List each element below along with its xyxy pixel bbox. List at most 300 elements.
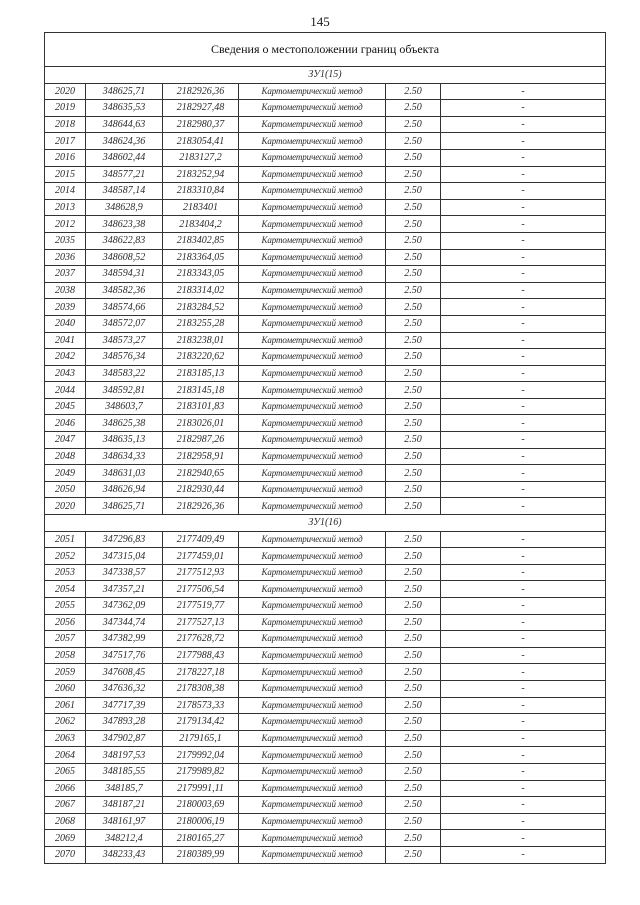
accuracy-cell: 2.50 (386, 697, 441, 714)
method-cell: Картометрический метод (239, 349, 386, 366)
description-cell: - (441, 216, 606, 233)
point-number-cell: 2040 (45, 315, 86, 332)
y-coordinate-cell: 2180389,99 (163, 846, 239, 863)
description-cell: - (441, 415, 606, 432)
y-coordinate-cell: 2182927,48 (163, 100, 239, 117)
x-coordinate-cell: 347517,76 (86, 647, 163, 664)
description-cell: - (441, 830, 606, 847)
point-number-cell: 2064 (45, 747, 86, 764)
table-row (45, 564, 606, 581)
method-cell: Картометрический метод (239, 846, 386, 863)
method-cell: Картометрический метод (239, 813, 386, 830)
method-cell: Картометрический метод (239, 133, 386, 150)
x-coordinate-cell: 347608,45 (86, 664, 163, 681)
accuracy-cell: 2.50 (386, 232, 441, 249)
accuracy-cell: 2.50 (386, 116, 441, 133)
point-number-cell: 2062 (45, 714, 86, 731)
x-coordinate-cell: 348608,52 (86, 249, 163, 266)
boundary-table (44, 32, 606, 864)
point-number-cell: 2061 (45, 697, 86, 714)
accuracy-cell: 2.50 (386, 216, 441, 233)
description-cell: - (441, 614, 606, 631)
description-cell: - (441, 448, 606, 465)
method-cell: Картометрический метод (239, 747, 386, 764)
point-number-cell: 2070 (45, 846, 86, 863)
accuracy-cell: 2.50 (386, 382, 441, 399)
method-cell: Картометрический метод (239, 149, 386, 166)
accuracy-cell: 2.50 (386, 531, 441, 548)
table-row (45, 747, 606, 764)
table-row (45, 166, 606, 183)
table-row (45, 199, 606, 216)
accuracy-cell: 2.50 (386, 415, 441, 432)
page-number: 145 (310, 14, 330, 29)
method-cell: Картометрический метод (239, 548, 386, 565)
x-coordinate-cell: 347902,87 (86, 730, 163, 747)
x-coordinate-cell: 348634,33 (86, 448, 163, 465)
accuracy-cell: 2.50 (386, 647, 441, 664)
accuracy-cell: 2.50 (386, 183, 441, 200)
y-coordinate-cell: 2183314,02 (163, 282, 239, 299)
description-cell: - (441, 747, 606, 764)
point-number-cell: 2013 (45, 199, 86, 216)
method-cell: Картометрический метод (239, 415, 386, 432)
point-number-cell: 2046 (45, 415, 86, 432)
section-name: ЗУ1(15) (45, 67, 606, 84)
accuracy-cell: 2.50 (386, 398, 441, 415)
x-coordinate-cell: 347344,74 (86, 614, 163, 631)
description-cell: - (441, 116, 606, 133)
description-cell: - (441, 730, 606, 747)
y-coordinate-cell: 2183127,2 (163, 149, 239, 166)
description-cell: - (441, 199, 606, 216)
accuracy-cell: 2.50 (386, 564, 441, 581)
accuracy-cell: 2.50 (386, 614, 441, 631)
table-title: Сведения о местоположении границ объекта (45, 33, 606, 67)
point-number-cell: 2043 (45, 365, 86, 382)
section-header-row (45, 515, 606, 532)
x-coordinate-cell: 348624,36 (86, 133, 163, 150)
description-cell: - (441, 100, 606, 117)
method-cell: Картометрический метод (239, 398, 386, 415)
method-cell: Картометрический метод (239, 199, 386, 216)
x-coordinate-cell: 348187,21 (86, 797, 163, 814)
y-coordinate-cell: 2177628,72 (163, 631, 239, 648)
method-cell: Картометрический метод (239, 432, 386, 449)
table-row (45, 315, 606, 332)
accuracy-cell: 2.50 (386, 763, 441, 780)
accuracy-cell: 2.50 (386, 714, 441, 731)
y-coordinate-cell: 2178308,38 (163, 680, 239, 697)
x-coordinate-cell: 348197,53 (86, 747, 163, 764)
accuracy-cell: 2.50 (386, 465, 441, 482)
point-number-cell: 2060 (45, 680, 86, 697)
y-coordinate-cell: 2183310,84 (163, 183, 239, 200)
point-number-cell: 2020 (45, 83, 86, 100)
point-number-cell: 2047 (45, 432, 86, 449)
accuracy-cell: 2.50 (386, 133, 441, 150)
x-coordinate-cell: 348576,34 (86, 349, 163, 366)
description-cell: - (441, 714, 606, 731)
y-coordinate-cell: 2179989,82 (163, 763, 239, 780)
point-number-cell: 2041 (45, 332, 86, 349)
table-row (45, 714, 606, 731)
description-cell: - (441, 149, 606, 166)
y-coordinate-cell: 2183401 (163, 199, 239, 216)
description-cell: - (441, 232, 606, 249)
table-row (45, 498, 606, 515)
point-number-cell: 2057 (45, 631, 86, 648)
description-cell: - (441, 564, 606, 581)
x-coordinate-cell: 348622,83 (86, 232, 163, 249)
x-coordinate-cell: 348625,38 (86, 415, 163, 432)
y-coordinate-cell: 2179992,04 (163, 747, 239, 764)
table-row (45, 299, 606, 316)
x-coordinate-cell: 347338,57 (86, 564, 163, 581)
x-coordinate-cell: 348623,38 (86, 216, 163, 233)
accuracy-cell: 2.50 (386, 830, 441, 847)
table-row (45, 382, 606, 399)
accuracy-cell: 2.50 (386, 797, 441, 814)
table-row (45, 548, 606, 565)
x-coordinate-cell: 348233,43 (86, 846, 163, 863)
description-cell: - (441, 133, 606, 150)
point-number-cell: 2063 (45, 730, 86, 747)
accuracy-cell: 2.50 (386, 747, 441, 764)
table-row (45, 614, 606, 631)
x-coordinate-cell: 348594,31 (86, 266, 163, 283)
accuracy-cell: 2.50 (386, 548, 441, 565)
x-coordinate-cell: 348577,21 (86, 166, 163, 183)
method-cell: Картометрический метод (239, 598, 386, 615)
x-coordinate-cell: 348573,27 (86, 332, 163, 349)
description-cell: - (441, 299, 606, 316)
description-cell: - (441, 465, 606, 482)
point-number-cell: 2017 (45, 133, 86, 150)
y-coordinate-cell: 2179165,1 (163, 730, 239, 747)
description-cell: - (441, 697, 606, 714)
method-cell: Картометрический метод (239, 680, 386, 697)
method-cell: Картометрический метод (239, 266, 386, 283)
x-coordinate-cell: 348582,36 (86, 282, 163, 299)
x-coordinate-cell: 348583,22 (86, 365, 163, 382)
accuracy-cell: 2.50 (386, 730, 441, 747)
description-cell: - (441, 183, 606, 200)
point-number-cell: 2039 (45, 299, 86, 316)
x-coordinate-cell: 347315,04 (86, 548, 163, 565)
description-cell: - (441, 598, 606, 615)
y-coordinate-cell: 2178573,33 (163, 697, 239, 714)
table-row (45, 398, 606, 415)
table-row (45, 581, 606, 598)
point-number-cell: 2059 (45, 664, 86, 681)
description-cell: - (441, 680, 606, 697)
point-number-cell: 2053 (45, 564, 86, 581)
description-cell: - (441, 398, 606, 415)
method-cell: Картометрический метод (239, 564, 386, 581)
method-cell: Картометрический метод (239, 100, 386, 117)
table-row (45, 116, 606, 133)
y-coordinate-cell: 2182926,36 (163, 498, 239, 515)
table-row (45, 282, 606, 299)
accuracy-cell: 2.50 (386, 631, 441, 648)
y-coordinate-cell: 2183252,94 (163, 166, 239, 183)
title-row (45, 33, 606, 67)
y-coordinate-cell: 2177506,54 (163, 581, 239, 598)
accuracy-cell: 2.50 (386, 149, 441, 166)
x-coordinate-cell: 348161,97 (86, 813, 163, 830)
table-row (45, 349, 606, 366)
point-number-cell: 2058 (45, 647, 86, 664)
table-row (45, 249, 606, 266)
y-coordinate-cell: 2183364,05 (163, 249, 239, 266)
description-cell: - (441, 797, 606, 814)
x-coordinate-cell: 348602,44 (86, 149, 163, 166)
description-cell: - (441, 531, 606, 548)
accuracy-cell: 2.50 (386, 432, 441, 449)
y-coordinate-cell: 2177512,93 (163, 564, 239, 581)
y-coordinate-cell: 2177409,49 (163, 531, 239, 548)
point-number-cell: 2019 (45, 100, 86, 117)
y-coordinate-cell: 2183255,28 (163, 315, 239, 332)
x-coordinate-cell: 347717,39 (86, 697, 163, 714)
description-cell: - (441, 481, 606, 498)
description-cell: - (441, 581, 606, 598)
method-cell: Картометрический метод (239, 647, 386, 664)
x-coordinate-cell: 347357,21 (86, 581, 163, 598)
table-row (45, 149, 606, 166)
table-row (45, 531, 606, 548)
table-row (45, 598, 606, 615)
table-row (45, 415, 606, 432)
description-cell: - (441, 813, 606, 830)
method-cell: Картометрический метод (239, 232, 386, 249)
point-number-cell: 2018 (45, 116, 86, 133)
accuracy-cell: 2.50 (386, 780, 441, 797)
table-row (45, 481, 606, 498)
table-row (45, 133, 606, 150)
accuracy-cell: 2.50 (386, 83, 441, 100)
accuracy-cell: 2.50 (386, 266, 441, 283)
x-coordinate-cell: 347362,09 (86, 598, 163, 615)
accuracy-cell: 2.50 (386, 349, 441, 366)
point-number-cell: 2051 (45, 531, 86, 548)
description-cell: - (441, 631, 606, 648)
point-number-cell: 2069 (45, 830, 86, 847)
y-coordinate-cell: 2180165,27 (163, 830, 239, 847)
method-cell: Картометрический метод (239, 365, 386, 382)
x-coordinate-cell: 348185,7 (86, 780, 163, 797)
description-cell: - (441, 846, 606, 863)
y-coordinate-cell: 2183284,52 (163, 299, 239, 316)
method-cell: Картометрический метод (239, 697, 386, 714)
table-row (45, 631, 606, 648)
method-cell: Картометрический метод (239, 382, 386, 399)
x-coordinate-cell: 347296,83 (86, 531, 163, 548)
section-name: ЗУ1(16) (45, 515, 606, 532)
y-coordinate-cell: 2183054,41 (163, 133, 239, 150)
x-coordinate-cell: 348626,94 (86, 481, 163, 498)
y-coordinate-cell: 2183402,85 (163, 232, 239, 249)
accuracy-cell: 2.50 (386, 332, 441, 349)
method-cell: Картометрический метод (239, 465, 386, 482)
description-cell: - (441, 763, 606, 780)
description-cell: - (441, 548, 606, 565)
x-coordinate-cell: 348185,55 (86, 763, 163, 780)
table-row (45, 183, 606, 200)
method-cell: Картометрический метод (239, 763, 386, 780)
description-cell: - (441, 166, 606, 183)
accuracy-cell: 2.50 (386, 166, 441, 183)
method-cell: Картометрический метод (239, 249, 386, 266)
point-number-cell: 2066 (45, 780, 86, 797)
point-number-cell: 2067 (45, 797, 86, 814)
method-cell: Картометрический метод (239, 299, 386, 316)
point-number-cell: 2042 (45, 349, 86, 366)
x-coordinate-cell: 348212,4 (86, 830, 163, 847)
point-number-cell: 2038 (45, 282, 86, 299)
table-row (45, 432, 606, 449)
table-row (45, 846, 606, 863)
description-cell: - (441, 282, 606, 299)
description-cell: - (441, 647, 606, 664)
y-coordinate-cell: 2182940,65 (163, 465, 239, 482)
y-coordinate-cell: 2183185,13 (163, 365, 239, 382)
method-cell: Картометрический метод (239, 531, 386, 548)
x-coordinate-cell: 348628,9 (86, 199, 163, 216)
accuracy-cell: 2.50 (386, 481, 441, 498)
x-coordinate-cell: 348635,53 (86, 100, 163, 117)
table-row (45, 780, 606, 797)
point-number-cell: 2045 (45, 398, 86, 415)
table-row (45, 448, 606, 465)
point-number-cell: 2014 (45, 183, 86, 200)
description-cell: - (441, 266, 606, 283)
y-coordinate-cell: 2177459,01 (163, 548, 239, 565)
method-cell: Картометрический метод (239, 664, 386, 681)
description-cell: - (441, 498, 606, 515)
y-coordinate-cell: 2183238,01 (163, 332, 239, 349)
table-row (45, 730, 606, 747)
point-number-cell: 2048 (45, 448, 86, 465)
point-number-cell: 2015 (45, 166, 86, 183)
table-row (45, 216, 606, 233)
table-row (45, 680, 606, 697)
accuracy-cell: 2.50 (386, 680, 441, 697)
accuracy-cell: 2.50 (386, 498, 441, 515)
accuracy-cell: 2.50 (386, 365, 441, 382)
table-row (45, 697, 606, 714)
table-row (45, 465, 606, 482)
y-coordinate-cell: 2183343,05 (163, 266, 239, 283)
method-cell: Картометрический метод (239, 216, 386, 233)
accuracy-cell: 2.50 (386, 664, 441, 681)
y-coordinate-cell: 2179134,42 (163, 714, 239, 731)
y-coordinate-cell: 2182930,44 (163, 481, 239, 498)
point-number-cell: 2020 (45, 498, 86, 515)
accuracy-cell: 2.50 (386, 299, 441, 316)
y-coordinate-cell: 2183101,83 (163, 398, 239, 415)
point-number-cell: 2050 (45, 481, 86, 498)
table-row (45, 332, 606, 349)
y-coordinate-cell: 2182926,36 (163, 83, 239, 100)
method-cell: Картометрический метод (239, 116, 386, 133)
x-coordinate-cell: 348592,81 (86, 382, 163, 399)
x-coordinate-cell: 348644,63 (86, 116, 163, 133)
accuracy-cell: 2.50 (386, 100, 441, 117)
table-row (45, 664, 606, 681)
y-coordinate-cell: 2183220,62 (163, 349, 239, 366)
description-cell: - (441, 249, 606, 266)
method-cell: Картометрический метод (239, 714, 386, 731)
description-cell: - (441, 664, 606, 681)
y-coordinate-cell: 2182980,37 (163, 116, 239, 133)
table-row (45, 266, 606, 283)
method-cell: Картометрический метод (239, 797, 386, 814)
accuracy-cell: 2.50 (386, 199, 441, 216)
accuracy-cell: 2.50 (386, 846, 441, 863)
table-row (45, 232, 606, 249)
table-body (45, 33, 606, 864)
x-coordinate-cell: 348572,07 (86, 315, 163, 332)
table-row (45, 797, 606, 814)
accuracy-cell: 2.50 (386, 282, 441, 299)
accuracy-cell: 2.50 (386, 581, 441, 598)
method-cell: Картометрический метод (239, 730, 386, 747)
y-coordinate-cell: 2177527,13 (163, 614, 239, 631)
y-coordinate-cell: 2182987,26 (163, 432, 239, 449)
y-coordinate-cell: 2183404,2 (163, 216, 239, 233)
y-coordinate-cell: 2183026,01 (163, 415, 239, 432)
y-coordinate-cell: 2177519,77 (163, 598, 239, 615)
point-number-cell: 2068 (45, 813, 86, 830)
point-number-cell: 2056 (45, 614, 86, 631)
x-coordinate-cell: 348631,03 (86, 465, 163, 482)
y-coordinate-cell: 2183145,18 (163, 382, 239, 399)
point-number-cell: 2049 (45, 465, 86, 482)
table-row (45, 830, 606, 847)
description-cell: - (441, 780, 606, 797)
method-cell: Картометрический метод (239, 481, 386, 498)
x-coordinate-cell: 348603,7 (86, 398, 163, 415)
description-cell: - (441, 365, 606, 382)
accuracy-cell: 2.50 (386, 448, 441, 465)
point-number-cell: 2054 (45, 581, 86, 598)
description-cell: - (441, 83, 606, 100)
table-row (45, 647, 606, 664)
method-cell: Картометрический метод (239, 166, 386, 183)
point-number-cell: 2052 (45, 548, 86, 565)
y-coordinate-cell: 2180006,19 (163, 813, 239, 830)
x-coordinate-cell: 348587,14 (86, 183, 163, 200)
x-coordinate-cell: 347636,32 (86, 680, 163, 697)
method-cell: Картометрический метод (239, 780, 386, 797)
table-row (45, 83, 606, 100)
method-cell: Картометрический метод (239, 183, 386, 200)
y-coordinate-cell: 2178227,18 (163, 664, 239, 681)
point-number-cell: 2055 (45, 598, 86, 615)
section-header-row (45, 67, 606, 84)
point-number-cell: 2065 (45, 763, 86, 780)
point-number-cell: 2037 (45, 266, 86, 283)
method-cell: Картометрический метод (239, 315, 386, 332)
method-cell: Картометрический метод (239, 830, 386, 847)
table-row (45, 763, 606, 780)
table-row (45, 813, 606, 830)
method-cell: Картометрический метод (239, 83, 386, 100)
method-cell: Картометрический метод (239, 498, 386, 515)
point-number-cell: 2016 (45, 149, 86, 166)
